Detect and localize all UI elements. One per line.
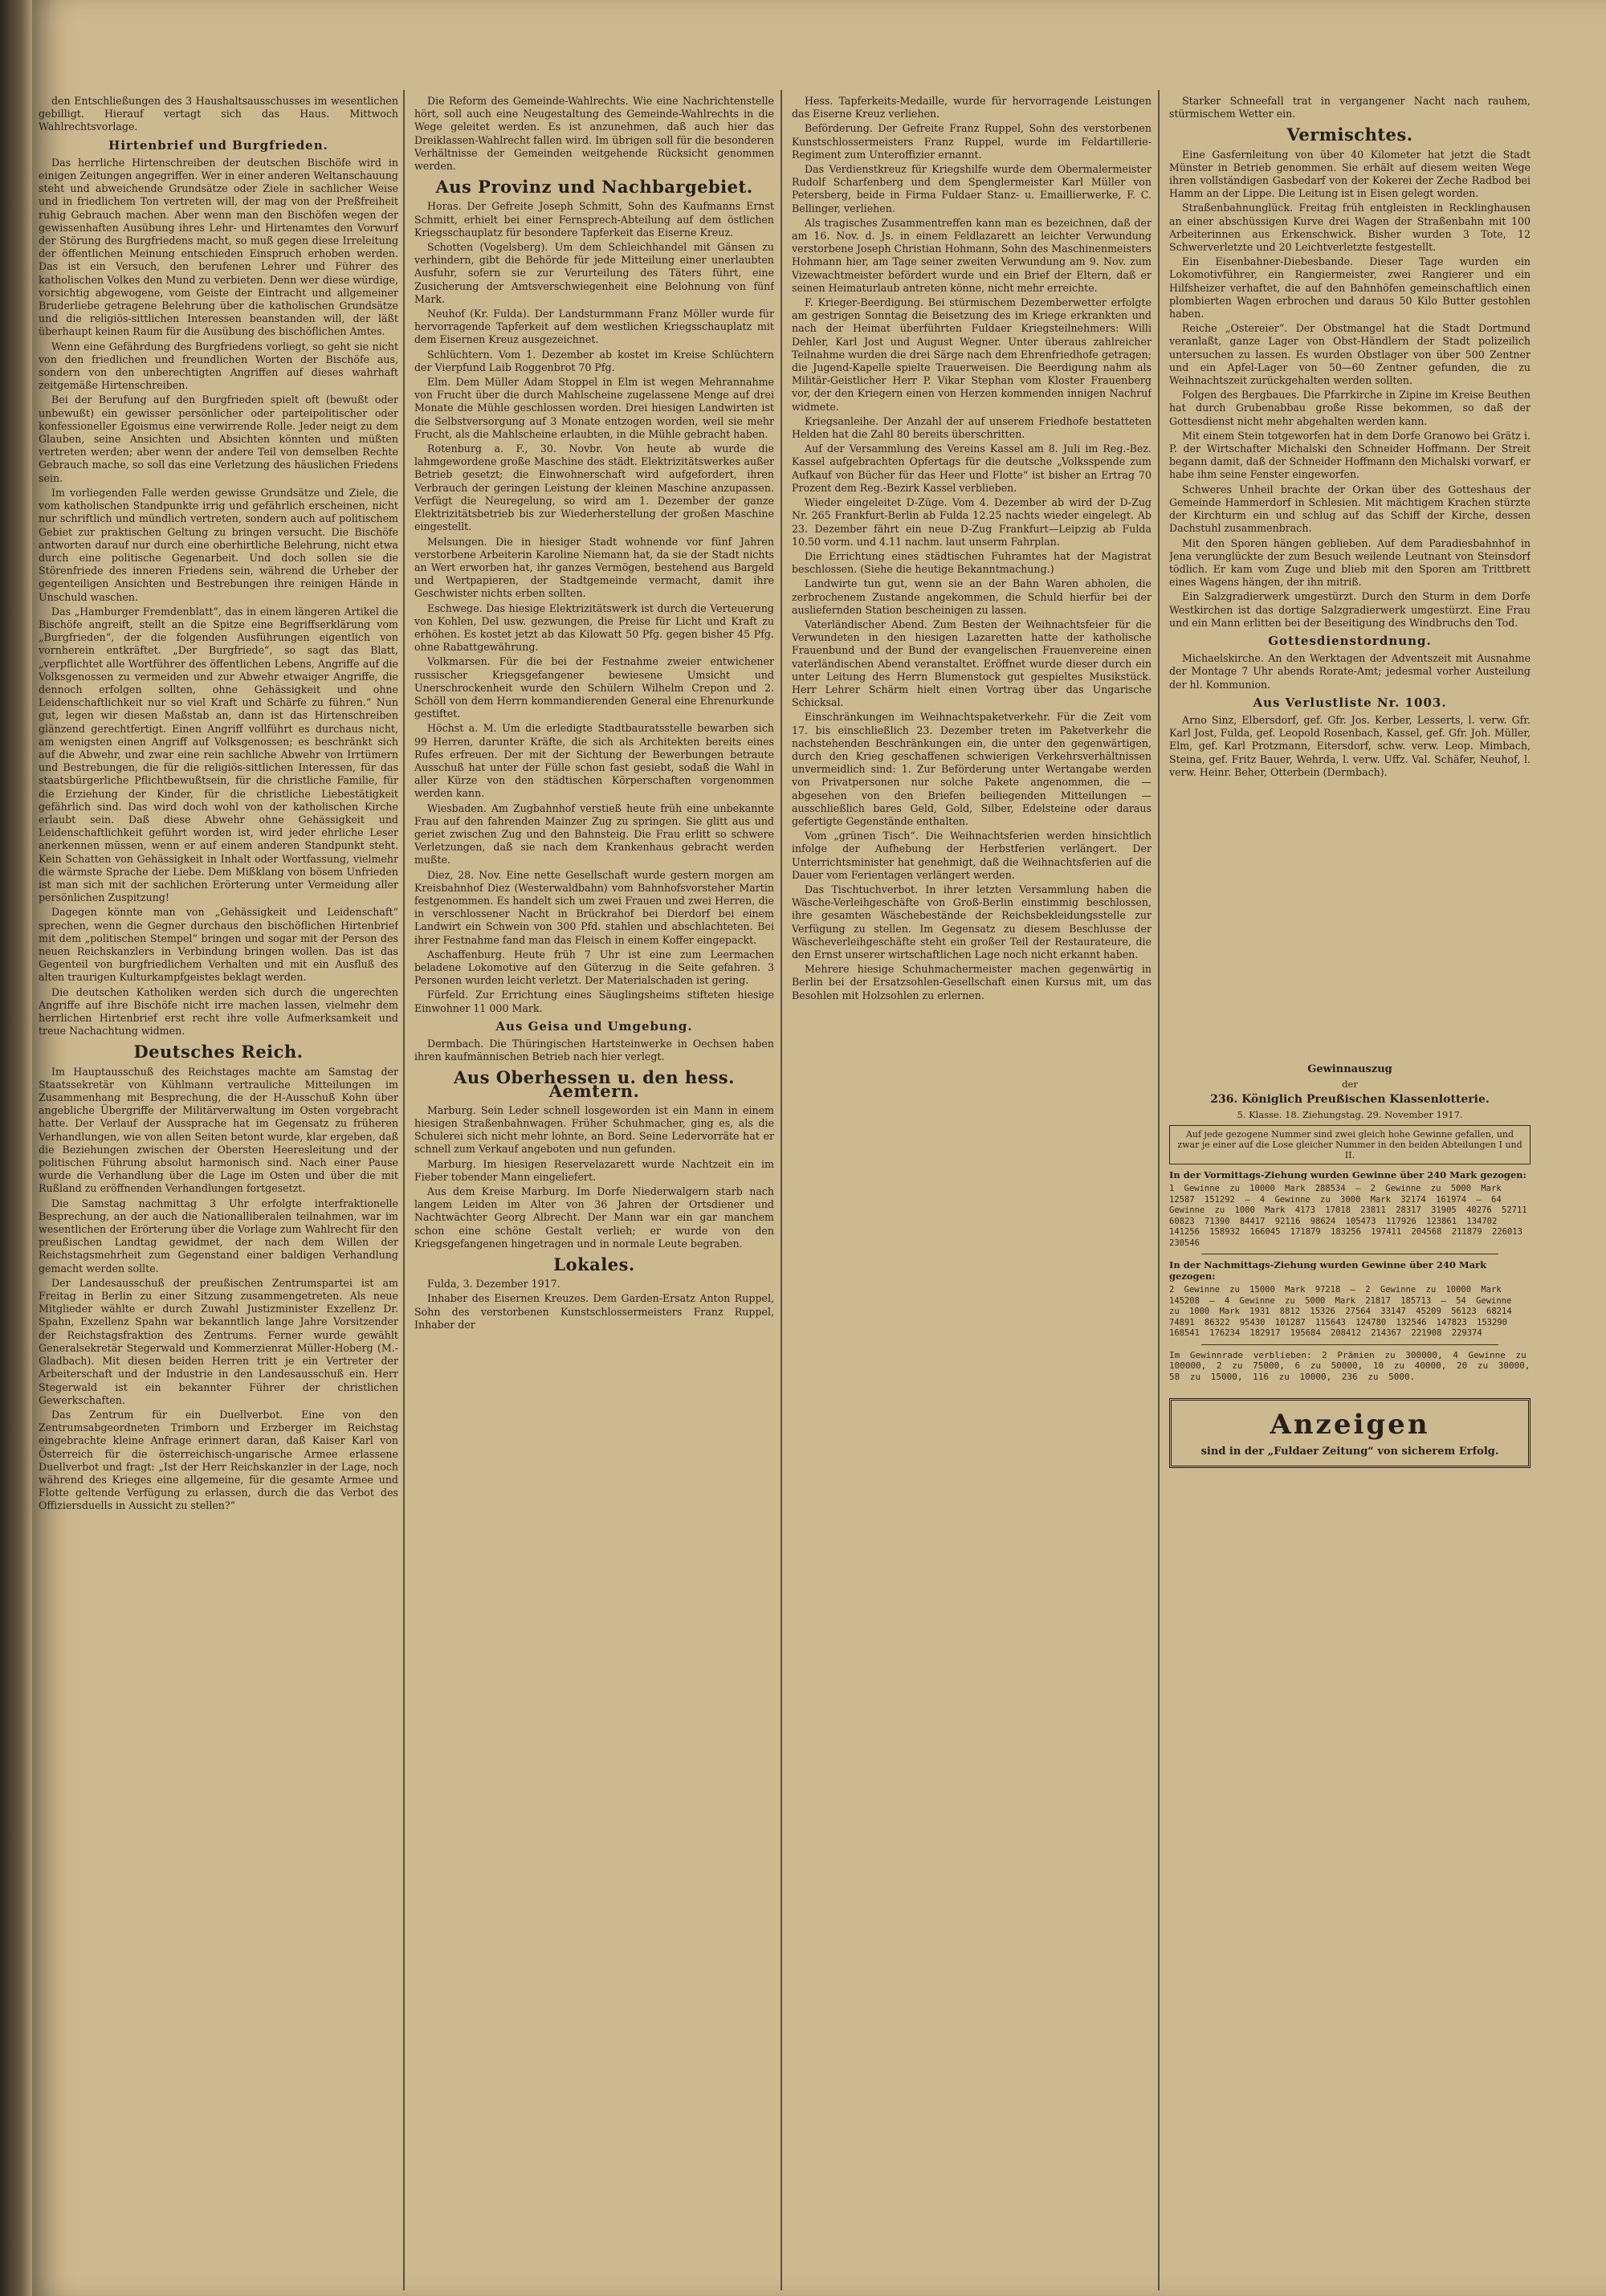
section-heading: Lokales. <box>553 1254 635 1275</box>
article-paragraph: Marburg. Im hiesigen Reservelazarett wurde Nachtzeit ein im Fieber tobender Mann eingeliefert. <box>414 1157 774 1183</box>
article-paragraph: Schlüchtern. Vom 1. Dezember ab kostet im Kreise Schlüchtern der Vierpfund Laib Roggenbrot 70 Pfg. <box>414 348 774 373</box>
article-paragraph: Ein Eisenbahner-Diebesbande. Dieser Tage wurden ein Lokomotivführer, ein Rangiermeister, zwei Rangierer und ein Hilfsheizer verhaftet, die auf den Bahnhöfen gemeinschaftlich einen plombierten Wagen erbrochen und daraus 50 Kilo Butter gestohlen haben. <box>1169 255 1531 320</box>
article-paragraph: Die Samstag nachmittag 3 Uhr erfolgte interfraktionelle Besprechung, an der auch die Nationalliberalen teilnahmen, war im wesentlichen der Erörterung über die Vorlage zum Wahlrecht für den preußischen Landtag gewidmet, der nach dem Willen der Reichstagsmehrheit zum Gegenstand einer baldigen Verhandlung gemacht werden sollte. <box>39 1197 398 1274</box>
section-heading: Deutsches Reich. <box>133 1042 304 1062</box>
article-paragraph: Als tragisches Zusammentreffen kann man es bezeichnen, daß der am 16. Nov. d. Js. in einem Feldlazarett an leichter Verwundung verstorbene Joseph Christian Hohmann, Sohn des Maschinenmeisters Hohmann hier, am Tage seiner zweiten Verwundung am 9. Nov. zum Vizewachtmeister befördert wurde und ein Brief der Eltern, daß er seinen Heimaturlaub antreten könne, nicht mehr erreichte. <box>792 216 1152 294</box>
article-paragraph: Mit einem Stein totgeworfen hat in dem Dorfe Granowo bei Grätz i. P. der Wirtschafter Michalski den Schneider Hoffmann. Der Streit begann damit, daß der Schneider Hoffmann den Michalski vorwarf, er habe ihm seine Fenster eingeworfen. <box>1169 429 1531 481</box>
article-paragraph: Die deutschen Katholiken werden sich durch die ungerechten Angriffe auf ihre Bischöfe nicht irre machen lassen, vielmehr dem herrlichen Hirtenbrief erst recht ihre volle Aufmerksamkeit und treue Nachachtung widmen. <box>39 985 398 1038</box>
article-paragraph: Das herrliche Hirtenschreiben der deutschen Bischöfe wird in einigen Zeitungen angegriffen. Wer in einer anderen Weltanschauung steht und abweichende Grundsätze oder Ziele in sachlicher Weise und in friedlichem Ton vertreten will, der mag von der Preßfreiheit ruhig Gebrauch machen. Aber wenn man den Bischöfen wegen der gewissenhaften Ausübung ihres Lehr- und Hirtenamtes den Vorwurf der Störung des Burgfriedens macht, so muß gegen diese Irreleitung der öffentlichen Meinung entschieden Einspruch erhoben werden. Das ist ein Versuch, den berufenen Lehrer und Führer des katholischen Volkes den Mund zu verbieten. Denn wer diese würdige, vorsichtig abgewogene, vom Geiste der Eintracht und allgemeiner Bruderliebe getragene Belehrung über die katholischen Grundsätze und die religiös-sittlichen Interessen beanstanden will, der läßt überhaupt keinen Raum für die Ausübung des bischöflichen Amtes. <box>39 156 398 338</box>
newspaper-page <box>32 0 1606 2296</box>
article-paragraph: Michaelskirche. An den Werktagen der Adventszeit mit Ausnahme der Montage 7 Uhr abends Rorate-Amt; jedesmal vorher Austeilung der hl. Kommunion. <box>1169 652 1531 691</box>
section-heading: Aus Provinz und Nachbargebiet. <box>435 177 753 198</box>
section-heading: Aus Geisa und Umgebung. <box>495 1018 693 1034</box>
column-rule <box>781 90 782 2290</box>
article-paragraph: Dagegen könnte man von „Gehässigkeit und Leidenschaft“ sprechen, wenn die Gegner durchaus den bischöflichen Hirtenbrief mit dem „politischen Stempel“ bringen und sogar mit der Person des neuen Reichskanzlers in Verbindung bringen wollen. Das ist das Gegenteil von burgfriedlichem Verhalten und mit ein Ausfluß des alten traurigen Kulturkampfgeistes beklagt werden. <box>39 906 398 984</box>
page-fold-shadow <box>0 0 32 2296</box>
lottery-numbers-2: 2 Gewinne zu 15000 Mark 97218 — 2 Gewinne zu 10000 Mark 145208 — 4 Gewinne zu 5000 Mark 21817 185713 — 54 Gewinne zu 1000 Mark 1931 8812 15326 27564 33147 45209 56123 68214 74891 86322 95430 101287 115643 124780 132546 147823 153290 168541 176234 182917 195684 208412 214367 221908 229374 <box>1169 1285 1512 1338</box>
article-paragraph: Vaterländischer Abend. Zum Besten der Weihnachtsfeier für die Verwundeten in den hiesigen Lazaretten hatte der katholische Frauenbund und der Bund der evangelischen Frauenvereine einen vaterländischen Abend veranstaltet. Eröffnet wurde dieser durch ein unter Leitung des Herrn Blumenstock gut gespieltes Musikstück. Herr Lehrer Schärm hielt einen Vortrag über das Ungarische Schicksal. <box>792 618 1152 709</box>
ads-title: Anzeigen <box>1270 1409 1430 1441</box>
section-heading: Vermischtes. <box>1286 124 1413 145</box>
article-paragraph: Höchst a. M. Um die erledigte Stadtbauratsstelle bewarben sich 99 Herren, darunter Kräfte, die sich als Architekten bereits eines Rufes erfreuen. Der mit der Sichtung der Bewerbungen betraute Ausschuß hat unter der Fülle schon fast gesiebt, sodaß die Wahl in aller Kürze von den städtischen Körperschaften vorgenommen werden kann. <box>414 722 774 800</box>
lottery-remainder: Im Gewinnrade verblieben: 2 Prämien zu 300000, 4 Gewinne zu 100000, 2 zu 75000, 6 zu 50000, 10 zu 40000, 20 zu 30000, 58 zu 15000, 116 zu 10000, 236 zu 5000. <box>1169 1349 1531 1382</box>
article-paragraph: Reiche „Ostereier“. Der Obstmangel hat die Stadt Dortmund veranlaßt, ganze Lager von Obst-Händlern der Stadt polizeilich untersuchen zu lassen. Es wurden Obstlager von über 500 Zentner und ein Apfel-Lager von 50—60 Zentner gefunden, die zu Weihnachtszeit zurückgehalten werden sollten. <box>1169 322 1531 387</box>
article-paragraph: Das Zentrum für ein Duellverbot. Eine von den Zentrumsabgeordneten Trimborn und Erzberger im Reichstag eingebrachte kleine Anfrage erinnert daran, daß Kaiser Karl von Österreich für die österreichisch-ungarische Armee erlassene Duellverbot und fragt: „Ist der Herr Reichskanzler in der Lage, noch während des Krieges eine allgemeine, für die gesamte Armee und Flotte geltende Verfügung zu erlassen, durch die das Verbot des Offiziersduells in Aussicht zu stellen?“ <box>39 1408 398 1512</box>
article-paragraph: Elm. Dem Müller Adam Stoppel in Elm ist wegen Mehrannahme von Frucht über die durch Mahlscheine zugelassene Menge auf drei Monate die Mühle geschlossen worden. Drei hiesigen Landwirten ist die Selbstversorgung auf 3 Monate entzogen worden, weil sie mehr Frucht, als die Mahlscheine erlaubten, in die Mühle gebracht haben. <box>414 376 774 440</box>
lottery-draw-2: In der Nachmittags-Ziehung wurden Gewinne über 240 Mark gezogen: <box>1169 1259 1487 1282</box>
article-paragraph: Vom „grünen Tisch“. Die Weihnachtsferien werden hinsichtlich infolge der Aufhebung der Herbstferien verlängert. Der Unterrichtsminister hat genehmigt, daß die Weihnachtsferien auf die Dauer vom Ferientagen verlängert werden. <box>792 830 1152 881</box>
article-paragraph: Im Hauptausschuß des Reichstages machte am Samstag der Staatssekretär von Kühlmann vertrauliche Mitteilungen im Zusammenhang mit Besprechung, die der H-Ausschuß Kohn über angebliche Übergriffe der Militärverwaltung im Osten vorgebracht hatte. Der Verlauf der Aussprache hat im Gegensatz zu früheren Verhandlungen, wie von allen Seiten betont wurde, klar ergeben, daß die Beziehungen zwischen der Obersten Heeresleitung und der politischen Führung absolut harmonisch sind. Nach einer Pause wurde die Verhandlung über die Lage im Osten und über die mit Rußland zu eröffnenden Verhandlungen fortgesetzt. <box>39 1065 398 1195</box>
column-rule <box>1158 90 1160 2290</box>
column-2 <box>414 95 774 2263</box>
ads-subtitle: sind in der „Fuldaer Zeitung“ von sicherem Erfolg. <box>1200 1446 1499 1458</box>
section-heading: Hirtenbrief und Burgfrieden. <box>108 137 328 153</box>
section-heading: Gottesdienstordnung. <box>1268 633 1432 648</box>
column-4 <box>1169 95 1531 1050</box>
article-paragraph: Fulda, 3. Dezember 1917. <box>427 1278 560 1291</box>
article-paragraph: Marburg. Sein Leder schnell losgeworden ist ein Mann in einem hiesigen Straßenbahnwagen. Früher Schuhmacher, ging es, als die Schulerei sich nicht mehr lohnte, an Bord. Seine Ledervorräte hat er schnell zum Verkauf angeboten und nun gefunden. <box>414 1103 774 1156</box>
article-paragraph: Straßenbahnunglück. Freitag früh entgleisten in Recklinghausen an einer abschüssigen Kurve drei Wagen der Straßenbahn mit 100 Arbeiterinnen aus Erkenschwick. Bisher wurden 3 Tote, 12 Schwerverletzte und 20 Leichtverletzte festgestellt. <box>1169 202 1531 254</box>
lottery-numbers-1: 1 Gewinne zu 10000 Mark 288534 — 2 Gewinne zu 5000 Mark 12587 151292 — 4 Gewinne zu 3000 Mark 32174 161974 — 64 Gewinne zu 1000 Mark 4173 17018 23811 28317 31905 40276 52711 60823 71390 84417 92116 98624 105473 117926 123861 134702 141256 158932 166045 171879 183256 197411 204568 211879 226013 230546 <box>1169 1184 1527 1248</box>
article-paragraph: Schweres Unheil brachte der Orkan über des Gotteshaus der Gemeinde Hammerdorf in Schlesien. Mit mächtigem Krachen stürzte der Kirchturm ein und schlug auf das Schiff der Kirche, dessen Dachstuhl zusammenbrach. <box>1169 483 1531 535</box>
article-paragraph: Ein Salzgradierwerk umgestürzt. Durch den Sturm in dem Dorfe Westkirchen ist das dortige Salzgradierwerk umgestürzt. Eine Frau und ein Mann erlitten bei der Beseitigung des Windbruchs den Tod. <box>1169 590 1531 629</box>
article-paragraph: Einschränkungen im Weihnachtspaketverkehr. Für die Zeit vom 17. bis einschließlich 23. Dezember treten im Paketverkehr die nachstehenden Beschränkungen ein, die unter den gegenwärtigen, durch den Krieg geschaffenen schwierigen Verkehrsverhältnissen unvermeidlich sind: 1. Zur Beförderung unter Wertangabe werden von Privatpersonen nur solche Pakete angenommen, die — abgesehen von den Briefen beiliegenden Mitteilungen — ausschließlich bares Geld, Gold, Silber, Edelsteine oder daraus gefertigte Gegenstände enthalten. <box>792 711 1152 827</box>
article-paragraph: Wenn eine Gefährdung des Burgfriedens vorliegt, so geht sie nicht von den friedlichen und freundlichen Worten der Bischöfe aus, sondern von den unberechtigten Angriffen auf dieses wahrhaft zeitgemäße Hirtenschreiben. <box>39 340 398 392</box>
article-paragraph: Beförderung. Der Gefreite Franz Ruppel, Sohn des verstorbenen Kunstschlossermeisters Franz Ruppel, wurde im Feldartillerie-Regiment zum Unteroffizier ernannt. <box>792 122 1152 161</box>
article-paragraph: Neuhof (Kr. Fulda). Der Landsturmmann Franz Möller wurde für hervorragende Tapferkeit auf dem westlichen Kriegsschauplatz mit dem Eisernen Kreuz ausgezeichnet. <box>414 308 774 346</box>
article-paragraph: Landwirte tun gut, wenn sie an der Bahn Waren abholen, die zerbrochenem Zustande angekommen, die Schuld hierfür bei der ausliefernden Station bescheinigen zu lassen. <box>792 577 1152 616</box>
lottery-title: 236. Königlich Preußischen Klassenlotterie. <box>1210 1093 1490 1106</box>
section-heading: Aus Oberhessen u. den hess. Aemtern. <box>454 1067 735 1101</box>
article-paragraph: Bei der Berufung auf den Burgfrieden spielt oft (bewußt oder unbewußt) ein gewisser persönlicher oder parteipolitischer oder konfessioneller Egoismus eine verwirrende Rolle. Jeder neigt zu dem Glauben, seine Ansichten und Absichten könnten und müßten vertreten werden; aber wenn der andere Teil von demselben Rechte Gebrauch mache, so soll das eine Verletzung des häuslichen Friedens sein. <box>39 394 398 484</box>
section-heading: Aus Verlustliste Nr. 1003. <box>1253 695 1447 710</box>
article-paragraph: Diez, 28. Nov. Eine nette Gesellschaft wurde gestern morgen am Kreisbahnhof Diez (Westerwaldbahn) vom Bahnhofsvorsteher Martin festgenommen. Es handelt sich um zwei Frauen und zwei Herren, die in verschlossener Nacht in Brückrahof bei Dierdorf bei einem Landwirt ein Schwein von 300 Pfd. stahlen und abschlachteten. Bei ihrer Festnahme fand man das Fleisch in einem Koffer eingepackt. <box>414 868 774 946</box>
article-paragraph: Wieder eingeleitet D-Züge. Vom 4. Dezember ab wird der D-Zug Nr. 265 Frankfurt-Berlin ab Fulda 12.25 nachts wieder eingelegt. Ab 23. Dezember fährt ein neue D-Zug Frankfurt—Leipzig ab Fulda 10.50 vorm. und 4.11 nachm. laut unserm Fahrplan. <box>792 496 1152 548</box>
lottery-date: 5. Klasse. 18. Ziehungstag. 29. November 1917. <box>1237 1109 1463 1120</box>
article-paragraph: Melsungen. Die in hiesiger Stadt wohnende vor fünf Jahren verstorbene Arbeiterin Karoline Niemann hat, da sie der Stadt nichts an Wert erworben hat, ihr ganzes Vermögen, bestehend aus Bargeld und Wertpapieren, der Stadtgemeinde vermacht, damit ihre Geschwister nichts erben sollten. <box>414 535 774 600</box>
article-paragraph: Auf der Versammlung des Vereins Kassel am 8. Juli im Reg.-Bez. Kassel aufgebrachten Opfertags für die deutsche „Volksspende zum Aufkauf von Bücher für das Heer und Flotte“ ist bisher an Ertrag 70 Prozent dem Reg.-Bezirk Kassel verblieben. <box>792 442 1152 494</box>
column-3 <box>792 95 1152 2263</box>
lottery-draw-1: In der Vormittags-Ziehung wurden Gewinne über 240 Mark gezogen: <box>1169 1169 1527 1181</box>
article-paragraph: Aus dem Kreise Marburg. Im Dorfe Niederwalgern starb nach langem Leiden im Alter von 36 Jahren der Ortsdiener und Nachtwächter Georg Albrecht. Der Mann war ein gar manchem schon eine schöne Gestalt verlieh; er wurde von den Kriegsgefangenen hingetragen und in normale Leute begraben. <box>414 1185 774 1250</box>
divider <box>1201 1344 1498 1345</box>
ads-box <box>1169 1398 1531 1468</box>
article-paragraph: Mehrere hiesige Schuhmachermeister machen gegenwärtig in Berlin bei der Ersatzsohlen-Gesellschaft einen Kursus mit, um das Besohlen mit Holzsohlen zu erlernen. <box>792 963 1152 1001</box>
article-paragraph: Folgen des Bergbaues. Die Pfarrkirche in Zipine im Kreise Beuthen hat durch Grubenabbau große Risse bekommen, so daß der Gottesdienst nicht mehr abgehalten werden kann. <box>1169 389 1531 427</box>
article-paragraph: Kriegsanleihe. Der Anzahl der auf unserem Friedhofe bestatteten Helden hat die Zahl 80 bereits überschritten. <box>792 414 1152 441</box>
lottery-sub: der <box>1342 1079 1358 1090</box>
article-paragraph: Wiesbaden. Am Zugbahnhof verstieß heute früh eine unbekannte Frau auf den fahrenden Mainzer Zug zu springen. Sie glitt aus und geriet zwischen Zug und den Bahnsteig. Die Frau erlitt so schwere Verletzungen, daß sie nach dem Krankenhaus gebracht werden mußte. <box>414 801 774 867</box>
article-paragraph: Eschwege. Das hiesige Elektrizitätswerk ist durch die Verteuerung von Kohlen, Del usw. gezwungen, die Preise für Licht und Kraft zu erhöhen. Es kostet jetzt ab das Kilowatt 50 Pfg. gegen bisher 45 Pfg. ohne Rabattgewährung. <box>414 602 774 654</box>
article-paragraph: den Entschließungen des 3 Haushaltsausschusses im wesentlichen gebilligt. Hierauf vertagt sich das Haus. Mittwoch Wahlrechtsvorlage. <box>39 95 398 133</box>
article-paragraph: Rotenburg a. F., 30. Novbr. Von heute ab wurde die lahmgewordene große Maschine des städt. Elektrizitätswerkes außer Betrieb gesetzt; die Einwohnerschaft wird aufgefordert, ihren Verbrauch der geringen Leistung der kleinen Maschine anzupassen. Verfügt die Neuregelung, so wird am 1. Dezember der ganze Elektrizitätsbetrieb bis zur Wiederherstellung der großen Maschine eingestellt. <box>414 442 774 533</box>
article-paragraph: Horas. Der Gefreite Joseph Schmitt, Sohn des Kaufmanns Ernst Schmitt, erhielt bei einer Fernsprech-Abteilung auf dem östlichen Kriegsschauplatz für besondere Tapferkeit das Eiserne Kreuz. <box>414 200 774 239</box>
article-paragraph: Inhaber des Eisernen Kreuzes. Dem Garden-Ersatz Anton Ruppel, Sohn des verstorbenen Kunstschlossermeisters Franz Ruppel, Inhaber der <box>414 1292 774 1331</box>
article-paragraph: Schotten (Vogelsberg). Um dem Schleichhandel mit Gänsen zu verhindern, gibt die Behörde für jede Mitteilung einer unerlaubten Ausfuhr, sofern sie zur Verurteilung des Täters führt, eine Zusicherung der Amtsverschwiegenheit eine Belohnung von fünf Mark. <box>414 241 774 305</box>
article-paragraph: Die Reform des Gemeinde-Wahlrechts. Wie eine Nachrichtenstelle hört, soll auch eine Neugestaltung des Gemeinde-Wahlrechts in die Wege geleitet werden. Es ist anzunehmen, daß auch hier das Dreiklassen-Wahlrecht fallen wird. Im übrigen soll für die besonderen Verhältnisse der Gemeinden weitgehende Rücksicht genommen werden. <box>414 95 774 173</box>
article-paragraph: Im vorliegenden Falle werden gewisse Grundsätze und Ziele, die vom katholischen Standpunkte irrig und gefährlich erscheinen, nicht nur schriftlich und mündlich vertreten, sondern auch auf politischem Gebiet zur praktischen Geltung zu bringen versucht. Die Bischöfe antworten darauf nur durch eine oberhirtliche Belehrung, nicht etwa durch eine politische Gegenarbeit. Und doch sollen sie die Störenfriede des inneren Friedens sein, während die Urheber der gegenteiligen Ansichten und Bestrebungen ihre reinigen Hände in Unschuld waschen. <box>39 486 398 603</box>
article-paragraph: Eine Gasfernleitung von über 40 Kilometer hat jetzt die Stadt Münster in Betrieb genommen. Sie erhält auf diesem weiten Wege ihren vollständigen Gasbedarf von der Kokerei der Zeche Radbod bei Hamm an der Lippe. Die Leitung ist in Eisen gelegt worden. <box>1169 148 1531 200</box>
article-paragraph: Mit den Sporen hängen geblieben. Auf dem Paradiesbahnhof in Jena verunglückte der zum Besuch weilende Leutnant von Steinsdorf tödlich. Er kam vom Zuge und blieb mit den Sporen am Trittbrett eines Wagens hängen, der ihn mitriß. <box>1169 536 1531 589</box>
lottery-head: Gewinnauszug <box>1307 1063 1392 1075</box>
column-1 <box>39 95 398 2263</box>
lottery-notice: Auf jede gezogene Nummer sind zwei gleich hohe Gewinne gefallen, und zwar je einer auf die Lose gleicher Nummer in den beiden Abteilungen I und II. <box>1169 1125 1531 1164</box>
article-paragraph: Starker Schneefall trat in vergangener Nacht nach rauhem, stürmischem Wetter ein. <box>1169 95 1531 120</box>
article-paragraph: Hess. Tapferkeits-Medaille, wurde für hervorragende Leistungen das Eiserne Kreuz verliehen. <box>792 95 1152 120</box>
article-paragraph: Aschaffenburg. Heute früh 7 Uhr ist eine zum Leermachen beladene Lokomotive auf den Güterzug in die Seite gefahren. 3 Personen wurden leicht verletzt. Der Materialschaden ist gering. <box>414 948 774 987</box>
article-paragraph: Volkmarsen. Für die bei der Festnahme zweier entwichener russischer Kriegsgefangener bewiesene Umsicht und Unerschrockenheit wurde den Schülern Wilhelm Crepon und 2. Schöll von dem Herrn kommandierenden General eine Ehrenurkunde gestiftet. <box>414 655 774 720</box>
article-paragraph: Fürfeld. Zur Errichtung eines Säuglingsheims stifteten hiesige Einwohner 11 000 Mark. <box>414 989 774 1014</box>
article-paragraph: Arno Sinz, Elbersdorf, gef. Gfr. Jos. Kerber, Lesserts, l. verw. Gfr. Karl Jost, Fulda, gef. Leopold Rosenbach, Kassel, gef. Gfr. Joh. Müller, Elm, gef. Karl Protzmann, Eitersdorf, schw. verw. Leop. Mimbach, Steina, gef. Fritz Bauer, Wehrda, l. verw. Uffz. Val. Schäfer, Neuhof, l. verw. Heinr. Beher, Otterbein (Dermbach). <box>1169 713 1531 778</box>
lottery-section <box>1169 1060 1531 1468</box>
article-paragraph: Die Errichtung eines städtischen Fuhramtes hat der Magistrat beschlossen. (Siehe die heutige Bekanntmachung.) <box>792 549 1152 576</box>
article-paragraph: Das Verdienstkreuz für Kriegshilfe wurde dem Obermalermeister Rudolf Scharfenberg und dem Spenglermeister Karl Müller von Petersberg, beide in Firma Fuldaer Stanz- u. Emaillierwerke, F. C. Bellinger, verliehen. <box>792 163 1152 214</box>
article-paragraph: Das „Hamburger Fremdenblatt“, das in einem längeren Artikel die Bischöfe angreift, stellt an die Spitze eine Begriffserklärung vom „Burgfrieden“, der die folgenden Ausführungen eigentlich von vornherein entkräftet. „Der Burgfriede“, so sagt das Blatt, „verpflichtet alle Wortführer des öffentlichen Lebens, Angriffe auf die Volksgenossen zu vermeiden und zur Abwehr etwaiger Angriffe, die dennoch erfolgen sollten, ohne Gehässigkeit und ohne Leidenschaftlichkeit nur so viel Kraft und Schärfe zu führen.“ Nun gut, legen wir diesen Maßstab an, dann ist das Hirtenschreiben glänzend gerechtfertigt. Einen Angriff vollführt es durchaus nicht, am wenigsten einen Angriff auf Volksgenossen; es beschränkt sich auf die Abwehr, und zwar eine rein sachliche Abwehr von Irrtümern und Bestrebungen, die für die religiös-sittlichen Interessen, für das staatsbürgerliche Pflichtbewußtsein, für die christliche Familie, für die Erziehung der Kinder, für die christliche Liebestätigkeit gefährlich sind. Das wird doch wohl von der katholischen Kirche erlaubt sein. Daß diese Abwehr ohne Gehässigkeit und Leidenschaftlichkeit geführt worden ist, wird jeder ehrliche Leser anerkennen müssen, wenn er auf einem anderen Standpunkt steht. Kein Schatten von Gehässigkeit in Inhalt oder Wortfassung, vielmehr die wärmste Sprache der Liebe. Dem Mißklang von bösem Unfrieden ist man sich mit der sachlichen Erörterung unter Vermeidung aller persönlichen Zuspitzung! <box>39 605 398 904</box>
article-paragraph: Der Landesausschuß der preußischen Zentrumspartei ist am Freitag in Berlin zu einer Sitzung zusammengetreten. Als neue Mitglieder wählte er durch Zuwahl Justizminister Exzellenz Dr. Spahn, Exzellenz Spahn war bekanntlich lange Jahre Vorsitzender der Reichstagsfraktion des Zentrums. Ferner wurde gewählt Generalsekretär Stegerwald und Kommerzienrat Müller-Hoberg (M.-Gladbach). Mit diesen beiden Herren tritt je ein Vertreter der Arbeiterschaft und der Industrie in den Landesausschuß ein. Herr Stegerwald ist ein bekannter Führer der christlichen Gewerkschaften. <box>39 1276 398 1406</box>
column-rule <box>403 90 405 2290</box>
article-paragraph: F. Krieger-Beerdigung. Bei stürmischem Dezemberwetter erfolgte am gestrigen Sonntag die Beisetzung des im Kriege erkrankten und nach der Heimat überführten Fuldaer Kriegsteilnehmers: Willi Dehler, Karl Jost und August Wegner. Unter überaus zahlreicher Teilnahme wurden die drei Särge nach dem Ehrenfriedhofe getragen; die Jugend-Kapelle spielte Trauerweisen. Die Beerdigung nahm als Militär-Geistlicher Herr P. Vikar Stephan vom Kloster Frauenberg vor, der den Kriegern einen von Herzen kommenden innigen Nachruf widmete. <box>792 296 1152 413</box>
article-paragraph: Das Tischtuchverbot. In ihrer letzten Versammlung haben die Wäsche-Verleihgeschäfte von Groß-Berlin einstimmig beschlossen, ihre gesamten Wäschebestände der Reichsbekleidungsstelle zur Verfügung zu stellen. Im Gegensatz zu diesem Beschlusse der Wäscheverleihgeschäfte steht ein großer Teil der Restaurateure, die den Ernst unserer wirtschaftlichen Lage noch nicht erkannt haben. <box>792 883 1152 960</box>
article-paragraph: Dermbach. Die Thüringischen Hartsteinwerke in Oechsen haben ihren kaufmännischen Betrieb nach hier verlegt. <box>414 1038 774 1063</box>
